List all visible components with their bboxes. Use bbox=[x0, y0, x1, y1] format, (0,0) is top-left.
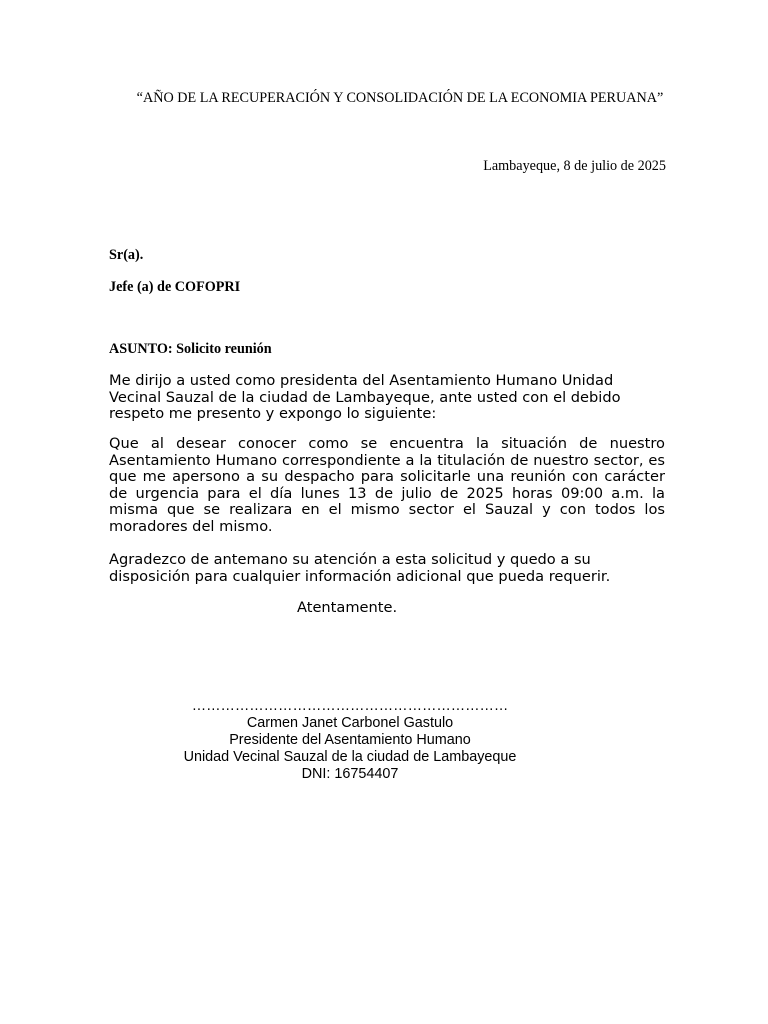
signatory-dni: DNI: 16754407 bbox=[301, 766, 399, 782]
body-paragraph-request: Que al desear conocer como se encuentra la situación de nuestro Asentamiento Humano correspondiente a la titulación de nuestro sector, es que me apersono a su despacho para solicitarle una reunión con carácter de urgencia para el día lunes 13 de julio de 2025 horas 09:00 a.m. la misma que se realizara en el mismo sector el Sauzal y con todos los moradores del mismo. bbox=[109, 435, 665, 535]
recipient: Jefe (a) de COFOPRI bbox=[109, 279, 241, 295]
signatory-name: Carmen Janet Carbonel Gastulo bbox=[246, 715, 454, 731]
year-motto: “AÑO DE LA RECUPERACIÓN Y CONSOLIDACIÓN DE LA ECONOMIA PERUANA” bbox=[136, 90, 664, 106]
signature-dotted-line: ………………………………………………………… bbox=[191, 698, 509, 714]
subject-line: ASUNTO: Solicito reunión bbox=[109, 341, 272, 357]
date-line: Lambayeque, 8 de julio de 2025 bbox=[483, 158, 666, 174]
salutation: Sr(a). bbox=[109, 247, 144, 263]
closing: Atentamente. bbox=[297, 599, 398, 616]
body-paragraph-intro: Me dirijo a usted como presidenta del Asentamiento Humano Unidad Vecinal Sauzal de la ciudad de Lambayeque, ante usted con el debido respeto me presento y expongo lo siguiente: bbox=[109, 372, 621, 423]
signatory-title: Presidente del Asentamiento Humano bbox=[229, 732, 471, 748]
signatory-organization: Unidad Vecinal Sauzal de la ciudad de Lambayeque bbox=[183, 749, 517, 765]
signature-block bbox=[109, 698, 591, 783]
body-paragraph-thanks: Agradezco de antemano su atención a esta solicitud y quedo a su disposición para cualquier información adicional que pueda requerir. bbox=[109, 551, 611, 585]
